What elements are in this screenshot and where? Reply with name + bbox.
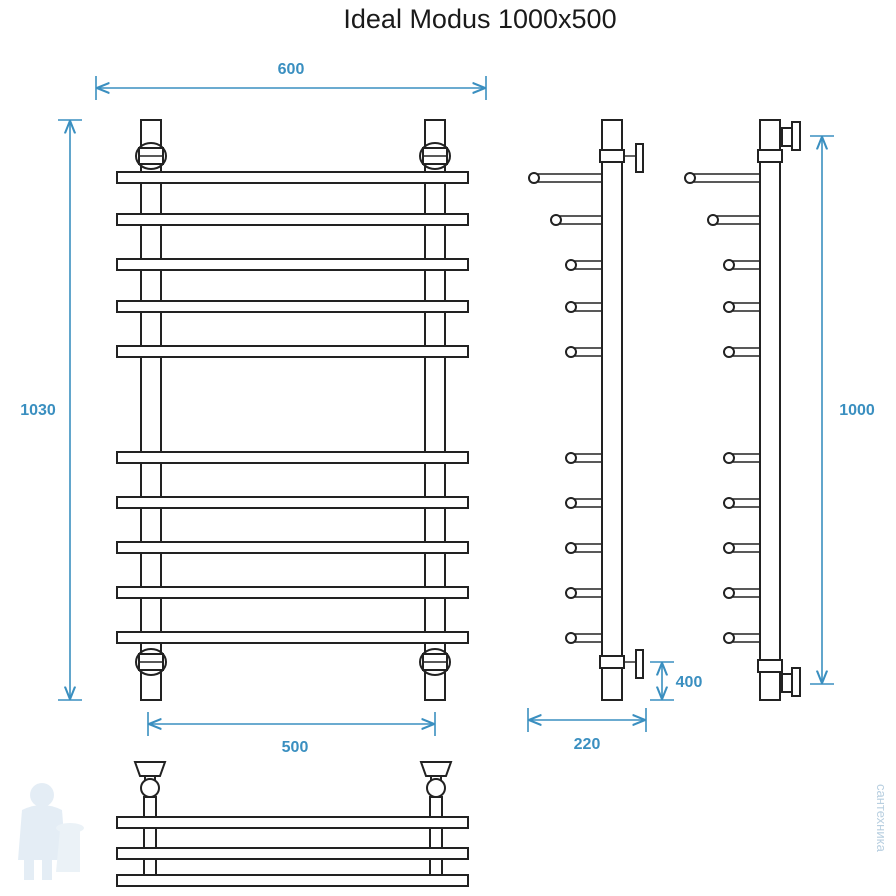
- side-view-left: [528, 120, 702, 753]
- bottom-left-fitting: [136, 649, 166, 675]
- width-600-label: 600: [277, 61, 305, 78]
- depth-220-label: 220: [573, 736, 601, 753]
- side-view-right: [685, 120, 875, 700]
- page-title: Ideal Modus 1000x500: [343, 4, 617, 34]
- bottom-offset-400-label: 400: [675, 674, 703, 691]
- front-view: [20, 61, 486, 756]
- center-distance-500-label: 500: [281, 739, 309, 756]
- bottom-right-fitting: [420, 649, 450, 675]
- plumber-mascot-icon: [18, 783, 84, 880]
- top-left-fitting: [136, 143, 166, 169]
- top-right-fitting: [420, 143, 450, 169]
- top-view: [117, 762, 468, 886]
- axis-1000-label: 1000: [839, 402, 875, 419]
- height-1030-label: 1030: [20, 402, 56, 419]
- watermark-text: сантехника: [874, 784, 889, 852]
